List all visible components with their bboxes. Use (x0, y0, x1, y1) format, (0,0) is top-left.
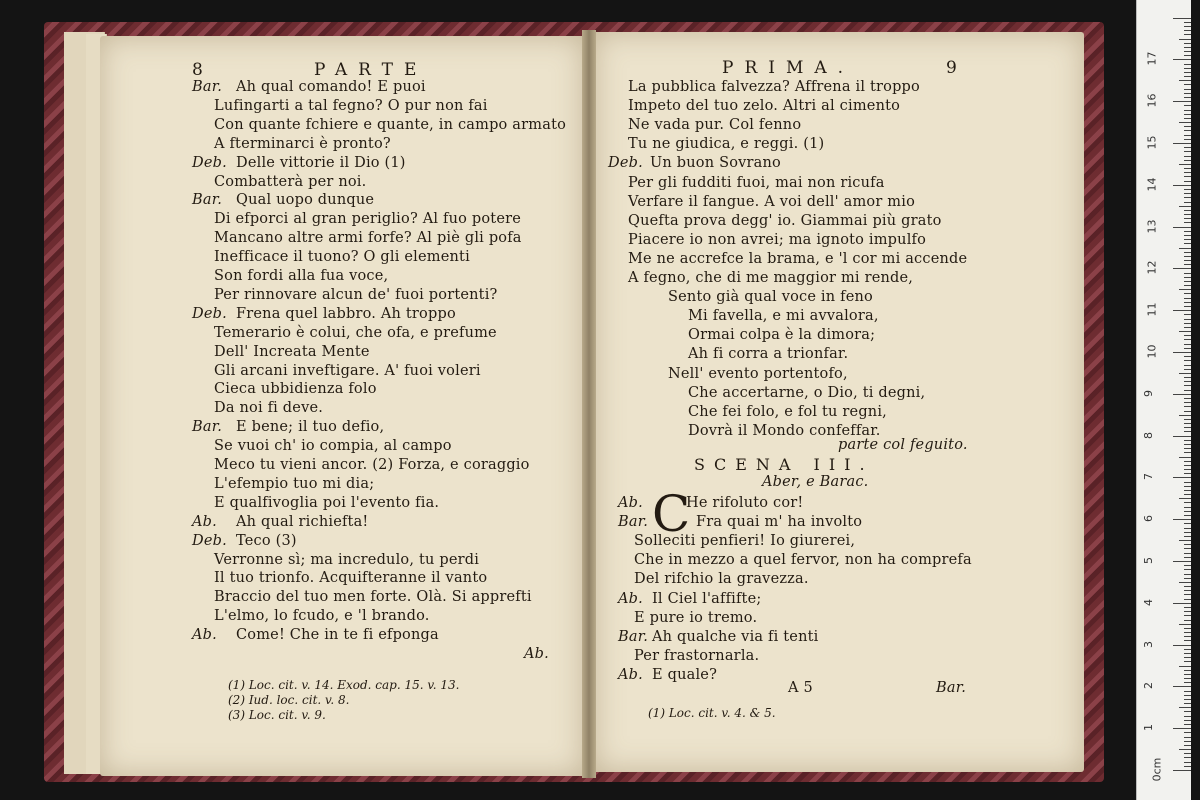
signature-mark: A 5 (788, 680, 813, 696)
ruler-tick (1184, 197, 1191, 198)
ruler-tick (1173, 59, 1191, 60)
ruler-tick (1184, 703, 1191, 704)
footnote: (1) Loc. cit. v. 14. Exod. cap. 15. v. 13. (228, 678, 460, 692)
text-line: Temerario è colui, che ofa, e prefume (214, 324, 497, 341)
text-line: Qual uopo dunque (236, 192, 375, 209)
ruler-tick (1184, 293, 1191, 294)
ruler-tick (1184, 461, 1191, 462)
ruler-tick (1184, 620, 1191, 621)
ruler-tick (1184, 632, 1191, 633)
ruler-tick (1184, 720, 1191, 721)
ruler-tick (1184, 548, 1191, 549)
ruler-tick (1184, 440, 1191, 441)
ruler-tick (1173, 603, 1191, 604)
ruler-tick (1173, 18, 1191, 19)
ruler-tick (1184, 716, 1191, 717)
text-line: La pubblica falvezza? Affrena il troppo (628, 79, 920, 95)
scene-heading: SCENA III. (694, 455, 874, 474)
ruler-tick (1173, 310, 1191, 311)
text-line: Per frastornarla. (634, 647, 760, 664)
text-line: Ah fi corra a trionfar. (688, 346, 849, 363)
text-line: Ah qual richiefta! (236, 513, 369, 530)
ruler-tick (1184, 695, 1191, 696)
ruler-tick (1184, 649, 1191, 650)
text-line: E quale? (652, 666, 718, 683)
speaker-label: Deb. (192, 532, 227, 549)
ruler-tick (1184, 431, 1191, 432)
text-line: Fra quai m' ha involto (696, 514, 863, 531)
speaker-label: Ab. (618, 666, 643, 683)
ruler-tick (1184, 176, 1191, 177)
ruler-tick (1179, 624, 1191, 625)
text-line: Del rifchio la gravezza. (634, 571, 809, 588)
ruler-tick (1184, 147, 1191, 148)
ruler-tick (1184, 43, 1191, 44)
ruler-tick (1184, 502, 1191, 503)
ruler-tick (1184, 398, 1191, 399)
ruler-tick (1179, 206, 1191, 207)
ruler-tick (1184, 264, 1191, 265)
text-line: Me ne accrefce la brama, e 'l cor mi accende (628, 250, 968, 267)
drop-cap: C (652, 485, 691, 543)
text-line: Per rinnovare alcun de' fuoi portenti? (214, 286, 498, 303)
ruler-tick (1179, 582, 1191, 583)
ruler-tick (1184, 444, 1191, 445)
text-line: Inefficace il tuono? O gli elementi (214, 249, 470, 266)
ruler-tick (1179, 248, 1191, 249)
text-line: Per gli fudditi fuoi, mai non ricufa (628, 174, 885, 191)
ruler-tick (1184, 653, 1191, 654)
text-line: Delle vittorie il Dio (1) (236, 154, 406, 171)
text-line: Da noi fi deve. (214, 400, 324, 417)
ruler-tick (1184, 607, 1191, 608)
ruler-tick (1184, 578, 1191, 579)
text-line: Combatterà per noi. (214, 173, 367, 190)
ruler-tick (1184, 465, 1191, 466)
ruler-tick (1184, 385, 1191, 386)
ruler-tick (1184, 532, 1191, 533)
text-line: Impeto del tuo zelo. Altri al cimento (628, 98, 901, 115)
ruler-tick (1184, 93, 1191, 94)
ruler-tick (1184, 252, 1191, 253)
ruler-tick (1179, 39, 1191, 40)
ruler-tick (1184, 544, 1191, 545)
speaker-label: Ab. (192, 513, 217, 530)
ruler-tick (1184, 507, 1191, 508)
ruler-tick (1184, 381, 1191, 382)
ruler-tick (1184, 273, 1191, 274)
text-line: Il tuo trionfo. Acquifteranne il vanto (214, 570, 488, 587)
running-head-right: PRIMA. (722, 58, 855, 78)
book-gutter (582, 30, 596, 778)
ruler-tick (1179, 457, 1191, 458)
ruler-tick (1184, 323, 1191, 324)
ruler-tick (1179, 164, 1191, 165)
text-line: A fegno, che di me maggior mi rende, (628, 270, 914, 286)
ruler-tick (1184, 553, 1191, 554)
ruler-tick (1184, 314, 1191, 315)
ruler-tick (1179, 415, 1191, 416)
ruler-tick (1179, 707, 1191, 708)
ruler-tick (1184, 218, 1191, 219)
ruler-tick (1184, 306, 1191, 307)
ruler-tick (1184, 628, 1191, 629)
ruler-tick (1184, 68, 1191, 69)
ruler-label: 0cm (1150, 757, 1164, 782)
ruler-tick (1184, 411, 1191, 412)
ruler-tick (1179, 498, 1191, 499)
speaker-label: Ab. (618, 590, 643, 607)
ruler-tick (1184, 110, 1191, 111)
text-line: Verfare il fangue. A voi dell' amor mio (628, 193, 916, 210)
ruler-tick (1184, 76, 1191, 77)
ruler-tick (1184, 26, 1191, 27)
ruler-tick (1184, 590, 1191, 591)
ruler-tick (1184, 298, 1191, 299)
ruler-tick (1184, 611, 1191, 612)
ruler-tick (1184, 189, 1191, 190)
ruler-tick (1184, 528, 1191, 529)
text-line: Piacere io non avrei; ma ignoto impulfo (628, 231, 927, 248)
text-line: Teco (3) (236, 532, 297, 549)
ruler-tick (1184, 674, 1191, 675)
text-line: Nell' evento portentofo, (668, 365, 848, 382)
text-line: Mancano altre armi forfe? Al piè gli pofa (214, 230, 522, 247)
speaker-label: Deb. (608, 155, 643, 172)
footnote: (1) Loc. cit. v. 4. & 5. (648, 706, 776, 720)
text-line: Che fei folo, e fol tu regni, (688, 403, 887, 420)
ruler-label: 13 (1145, 219, 1159, 234)
ruler-tick (1184, 569, 1191, 570)
ruler-tick (1184, 231, 1191, 232)
speaker-label: Bar. (192, 192, 223, 209)
ruler-tick (1173, 686, 1191, 687)
ruler-tick (1184, 193, 1191, 194)
ruler-tick (1184, 745, 1191, 746)
ruler-tick (1184, 202, 1191, 203)
ruler-tick (1184, 97, 1191, 98)
ruler-tick (1184, 615, 1191, 616)
ruler-tick (1184, 214, 1191, 215)
page-number-right: 9 (946, 58, 957, 78)
text-line: E pure io tremo. (634, 609, 758, 626)
ruler-tick (1184, 285, 1191, 286)
ruler-label: 5 (1142, 557, 1155, 564)
ruler-tick (1173, 268, 1191, 269)
speaker-label: Deb. (192, 305, 227, 322)
ruler-tick (1184, 737, 1191, 738)
ruler-label: 7 (1142, 473, 1155, 481)
ruler-tick (1184, 682, 1191, 683)
text-line: A fterminarci è pronto? (214, 135, 391, 152)
ruler-tick (1184, 47, 1191, 48)
ruler-tick (1179, 331, 1191, 332)
text-line: Lufingarti a tal fegno? O pur non fai (214, 97, 488, 114)
text-line: Tu ne giudica, e reggi. (1) (628, 136, 825, 153)
ruler-tick (1184, 168, 1191, 169)
ruler-tick (1184, 172, 1191, 173)
ruler-tick (1184, 55, 1191, 56)
text-line: Di efporci al gran periglio? Al fuo potere (214, 211, 522, 228)
text-line: Dovrà il Mondo confeffar. (688, 422, 881, 439)
running-head-left: PARTE (314, 60, 428, 80)
text-line: Ormai colpa è la dimora; (688, 327, 876, 344)
text-line: Mi favella, e mi avvalora, (688, 308, 879, 325)
ruler-tick (1173, 728, 1191, 729)
ruler-tick (1173, 143, 1191, 144)
text-line: Sento già qual voce in feno (668, 289, 873, 306)
ruler-tick (1184, 30, 1191, 31)
ruler-label: 6 (1142, 515, 1155, 523)
ruler-tick (1184, 423, 1191, 424)
ruler-tick (1184, 89, 1191, 90)
text-line: Ah qualche via fi tenti (652, 628, 819, 645)
ruler-label: 8 (1142, 431, 1155, 439)
speaker-label: Bar. (192, 79, 223, 95)
text-line: Meco tu vieni ancor. (2) Forza, e coraggio (214, 457, 530, 473)
ruler-tick (1184, 670, 1191, 671)
speaker-label: Bar. (618, 628, 649, 645)
text-line: Ne vada pur. Col fenno (628, 117, 802, 134)
ruler-tick (1184, 239, 1191, 240)
ruler-tick (1184, 339, 1191, 340)
ruler-tick (1184, 356, 1191, 357)
ruler-tick (1184, 636, 1191, 637)
ruler-tick (1184, 210, 1191, 211)
ruler-tick (1184, 762, 1191, 763)
ruler-tick (1184, 599, 1191, 600)
ruler-label: 16 (1145, 93, 1159, 108)
ruler-tick (1184, 711, 1191, 712)
text-line: Con quante fchiere e quante, in campo armato (214, 116, 567, 133)
ruler-label: 1 (1142, 724, 1155, 732)
ruler-tick (1184, 160, 1191, 161)
ruler-tick (1173, 185, 1191, 186)
ruler-tick (1173, 645, 1191, 646)
ruler-tick (1184, 699, 1191, 700)
ruler-tick (1184, 369, 1191, 370)
ruler-tick (1184, 766, 1191, 767)
ruler-tick (1184, 586, 1191, 587)
ruler-label: 12 (1145, 260, 1159, 275)
ruler-tick (1173, 436, 1191, 437)
text-line: Cieca ubbidienza folo (214, 381, 377, 398)
ruler-label: 15 (1145, 135, 1159, 150)
ruler-tick (1184, 302, 1191, 303)
text-line: Ah qual comando! E puoi (236, 79, 426, 95)
ruler-tick (1184, 753, 1191, 754)
text-line: Braccio del tuo men forte. Olà. Si apprefti (214, 589, 532, 606)
ruler-tick (1184, 640, 1191, 641)
speaker-label: Bar. (192, 419, 223, 436)
ruler-tick (1184, 657, 1191, 658)
ruler-tick (1184, 22, 1191, 23)
ruler-tick (1184, 661, 1191, 662)
ruler-tick (1184, 390, 1191, 391)
footnote: (3) Loc. cit. v. 9. (228, 708, 326, 722)
ruler-tick (1179, 666, 1191, 667)
ruler-tick (1184, 691, 1191, 692)
ruler-tick (1184, 151, 1191, 152)
ruler-tick (1184, 536, 1191, 537)
text-line: Dell' Increata Mente (214, 343, 370, 360)
catchword-left: Ab. (524, 646, 549, 662)
text-line: He rifoluto cor! (686, 495, 804, 511)
ruler-tick (1184, 402, 1191, 403)
ruler-tick (1184, 452, 1191, 453)
ruler-tick (1184, 335, 1191, 336)
ruler-tick (1184, 523, 1191, 524)
ruler-tick (1184, 243, 1191, 244)
ruler-label: 9 (1142, 389, 1155, 397)
text-line: Frena quel labbro. Ah troppo (236, 305, 456, 322)
ruler-tick (1184, 741, 1191, 742)
ruler-label: 17 (1145, 51, 1159, 66)
ruler-tick (1184, 348, 1191, 349)
text-line: Verronne sì; ma incredulo, tu perdi (214, 551, 480, 568)
ruler-tick (1173, 519, 1191, 520)
ruler-tick (1184, 469, 1191, 470)
ruler-tick (1179, 749, 1191, 750)
ruler-tick (1184, 64, 1191, 65)
ruler-tick (1179, 289, 1191, 290)
ruler-tick (1184, 281, 1191, 282)
text-line: Che in mezzo a quel fervor, non ha comprefa (634, 552, 972, 569)
speaker-label: Ab. (192, 627, 217, 644)
ruler-tick (1184, 419, 1191, 420)
ruler-tick (1184, 277, 1191, 278)
ruler-tick (1184, 511, 1191, 512)
ruler-tick (1173, 561, 1191, 562)
ruler-tick (1184, 557, 1191, 558)
ruler-label: 10 (1145, 344, 1159, 359)
measuring-ruler (1136, 0, 1191, 800)
ruler-tick (1184, 377, 1191, 378)
ruler-tick (1173, 477, 1191, 478)
text-line: Un buon Sovrano (650, 155, 781, 172)
ruler-tick (1179, 373, 1191, 374)
ruler-tick (1184, 494, 1191, 495)
ruler-tick (1184, 732, 1191, 733)
ruler-tick (1173, 101, 1191, 102)
ruler-tick (1179, 80, 1191, 81)
ruler-tick (1179, 540, 1191, 541)
speaker-label: Ab. (618, 495, 643, 511)
ruler-tick (1184, 594, 1191, 595)
ruler-tick (1184, 565, 1191, 566)
ruler-tick (1184, 84, 1191, 85)
ruler-tick (1184, 724, 1191, 725)
ruler-tick (1184, 72, 1191, 73)
ruler-tick (1184, 427, 1191, 428)
ruler-tick (1184, 135, 1191, 136)
scene-persons: Aber, e Barac. (762, 474, 869, 490)
ruler-tick (1184, 51, 1191, 52)
ruler-tick (1173, 352, 1191, 353)
ruler-tick (1184, 490, 1191, 491)
ruler-tick (1184, 105, 1191, 106)
ruler-tick (1184, 235, 1191, 236)
ruler-tick (1184, 256, 1191, 257)
ruler-tick (1173, 227, 1191, 228)
ruler-tick (1184, 486, 1191, 487)
ruler-label: 14 (1145, 177, 1159, 192)
ruler-tick (1184, 344, 1191, 345)
ruler-tick (1184, 757, 1191, 758)
text-line: L'efempio tuo mi dia; (214, 475, 375, 492)
ruler-label: 2 (1142, 682, 1155, 690)
ruler-tick (1173, 770, 1191, 771)
ruler-tick (1184, 678, 1191, 679)
text-line: Se vuoi ch' io compia, al campo (214, 438, 452, 455)
page-number-left: 8 (192, 60, 203, 80)
text-line: Solleciti penfieri! Io giurerei, (634, 533, 856, 550)
ruler-tick (1173, 394, 1191, 395)
ruler-tick (1184, 118, 1191, 119)
speaker-label: Bar. (618, 514, 649, 531)
text-line: Come! Che in te fi efponga (236, 627, 439, 644)
ruler-label: 3 (1142, 640, 1155, 648)
ruler-tick (1184, 139, 1191, 140)
ruler-tick (1184, 360, 1191, 361)
ruler-tick (1184, 574, 1191, 575)
ruler-tick (1184, 327, 1191, 328)
ruler-tick (1179, 122, 1191, 123)
ruler-tick (1184, 126, 1191, 127)
ruler-tick (1184, 406, 1191, 407)
ruler-label: 4 (1142, 598, 1155, 606)
text-line: Che accertarne, o Dio, ti degni, (688, 384, 926, 401)
ruler-tick (1184, 482, 1191, 483)
ruler-tick (1184, 515, 1191, 516)
text-line: Quefta prova degg' io. Giammai più grato (628, 212, 942, 229)
catchword-right: Bar. (936, 680, 967, 696)
text-line: Il Ciel l'affifte; (652, 590, 762, 607)
ruler-tick (1184, 114, 1191, 115)
ruler-tick (1184, 130, 1191, 131)
ruler-tick (1184, 319, 1191, 320)
ruler-tick (1184, 181, 1191, 182)
ruler-tick (1184, 260, 1191, 261)
ruler-tick (1184, 222, 1191, 223)
ruler-tick (1184, 448, 1191, 449)
text-line: Son fordi alla fua voce, (214, 268, 389, 284)
text-line: L'elmo, lo fcudo, e 'l brando. (214, 608, 430, 625)
exit-direction: parte col feguito. (838, 437, 968, 453)
ruler-tick (1184, 34, 1191, 35)
ruler-tick (1184, 365, 1191, 366)
footnote: (2) Iud. loc. cit. v. 8. (228, 693, 350, 707)
ruler-tick (1184, 156, 1191, 157)
text-line: E qualfivoglia poi l'evento fia. (214, 494, 440, 511)
text-line: Gli arcani inveftigare. A' fuoi voleri (214, 362, 481, 379)
text-line: E bene; il tuo defio, (236, 419, 385, 436)
ruler-label: 11 (1145, 302, 1159, 317)
ruler-tick (1184, 473, 1191, 474)
speaker-label: Deb. (192, 154, 227, 171)
